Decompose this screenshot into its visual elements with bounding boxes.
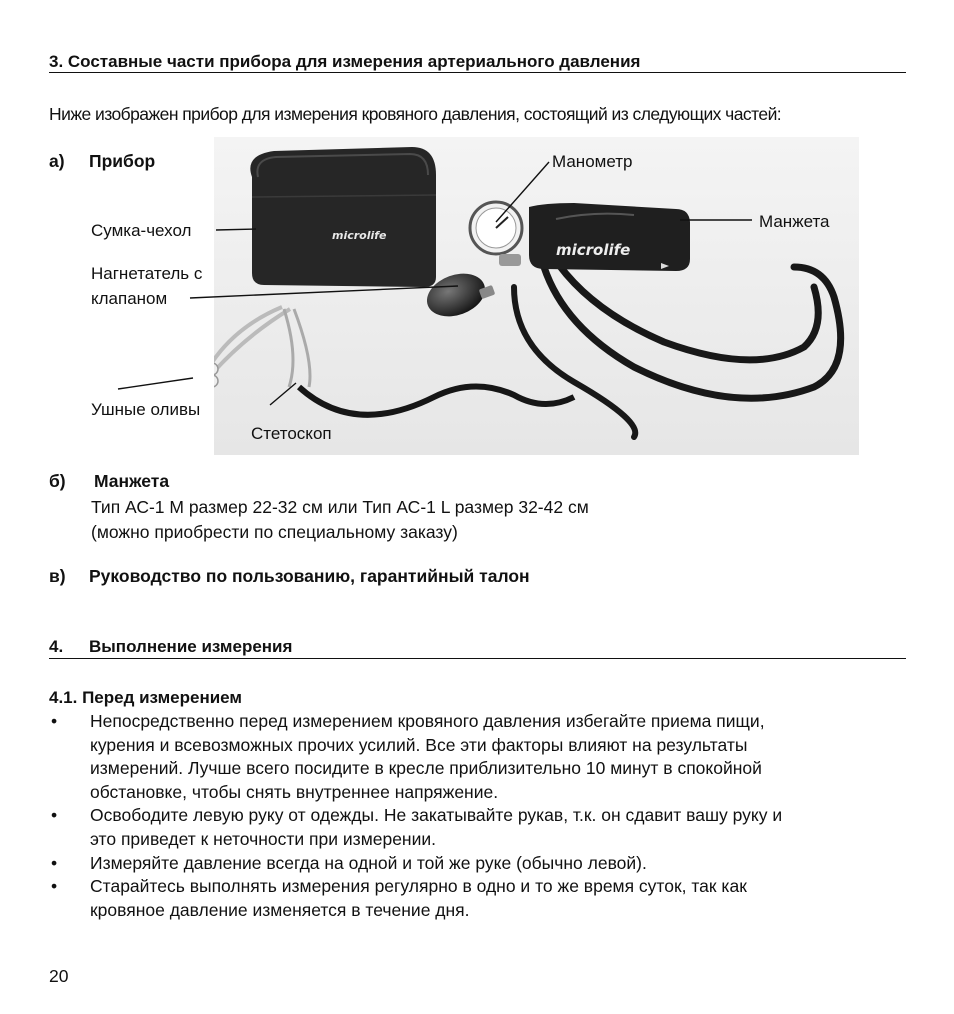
label-case: Сумка-чехол xyxy=(91,221,192,240)
bullet-line: курения и всевозможных прочих усилий. Все эти факторы влияют на результаты xyxy=(90,734,748,755)
item-a-label: Прибор xyxy=(89,151,156,171)
label-stethoscope: Стетоскоп xyxy=(251,424,332,443)
list-item xyxy=(49,710,909,804)
list-item xyxy=(49,852,909,876)
section-4-number: 4. xyxy=(49,637,64,656)
bullet-line: Старайтесь выполнять измерения регулярно в одно и то же время суток, так как xyxy=(90,876,747,897)
section-3-intro: Ниже изображен прибор для измерения кровяного давления, состоящий из следующих частей: xyxy=(49,104,782,124)
label-gauge: Манометр xyxy=(552,152,633,171)
item-b-line2: (можно приобрести по специальному заказу) xyxy=(91,522,458,542)
section-3-title: 3. Составные части прибора для измерения артериального давления xyxy=(49,52,641,71)
subsection-4-1-title: 4.1. Перед измерением xyxy=(49,688,242,707)
bullet-icon: • xyxy=(51,852,58,873)
bullet-icon: • xyxy=(51,876,58,897)
item-b-letter: б) xyxy=(49,471,66,491)
item-c-label: Руководство по пользованию, гарантийный талон xyxy=(89,566,530,586)
item-a-letter: а) xyxy=(49,151,65,171)
label-bulb-line2: клапаном xyxy=(91,289,168,308)
bullet-line: измерений. Лучше всего посидите в кресле приблизительно 10 минут в спокойной xyxy=(90,758,762,779)
bullet-line: Освободите левую руку от одежды. Не закатывайте рукав, т.к. он сдавит вашу руку и xyxy=(90,805,783,826)
bullet-line: это приведет к неточности при измерении. xyxy=(90,828,437,849)
case-brand-text: microlife xyxy=(332,229,387,242)
label-cuff: Манжета xyxy=(759,212,830,231)
section-4-title: Выполнение измерения xyxy=(89,637,293,656)
item-b-label: Манжета xyxy=(94,471,170,491)
label-bulb-line1: Нагнетатель с xyxy=(91,264,203,283)
bullet-line: кровяное давление изменяется в течение дня. xyxy=(90,899,470,920)
bullet-line: Измеряйте давление всегда на одной и той же руке (обычно левой). xyxy=(90,852,647,873)
item-b-line1: Тип АС-1 M размер 22-32 см или Тип АС-1 L размер 32-42 см xyxy=(91,497,589,517)
page-number: 20 xyxy=(49,966,69,986)
label-eartips: Ушные оливы xyxy=(91,400,201,419)
section-4-rule xyxy=(49,658,906,659)
list-item xyxy=(49,804,909,851)
precautions-list xyxy=(49,710,909,922)
bullet-line: обстановке, чтобы снять внутреннее напряжение. xyxy=(90,781,499,802)
list-item xyxy=(49,875,909,922)
item-c-letter: в) xyxy=(49,566,66,586)
leader-lines xyxy=(0,0,954,460)
cuff-brand-text: microlife xyxy=(556,241,631,259)
bullet-line: Непосредственно перед измерением кровяного давления избегайте приема пищи, xyxy=(90,711,765,731)
bullet-icon: • xyxy=(51,711,58,731)
bullet-icon: • xyxy=(51,805,58,826)
